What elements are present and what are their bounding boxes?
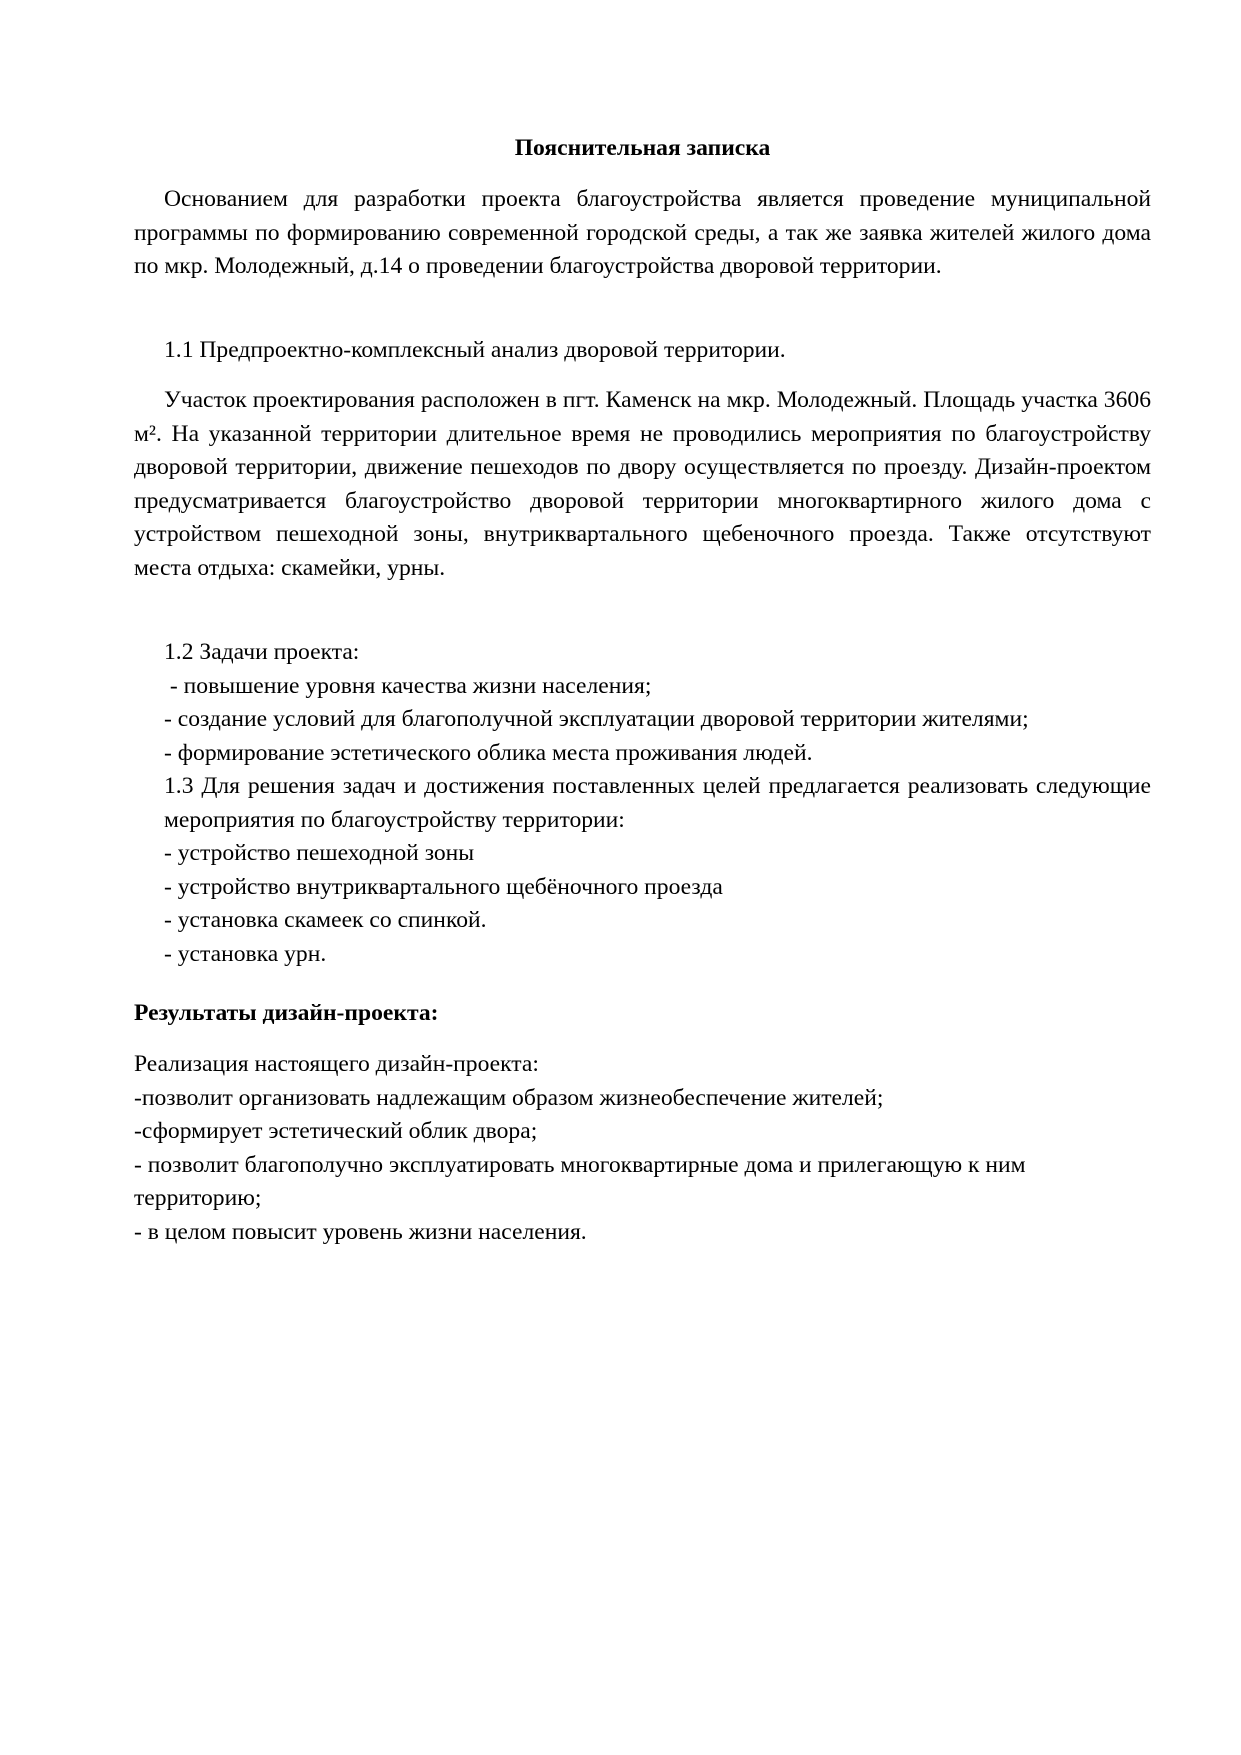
section-1-2 (134, 636, 1151, 971)
measure-item: - установка скамеек со спинкой. (164, 907, 487, 933)
task-item: - создание условий для благополучной эксплуатации дворовой территории жителями; (164, 706, 1029, 732)
result-item: - позволит благополучно эксплуатировать многоквартирные дома и прилегающую к ним территорию; (134, 1151, 1026, 1211)
measure-item: - устройство пешеходной зоны (164, 840, 475, 866)
results-list (134, 1048, 1151, 1249)
result-item: - в целом повысит уровень жизни населения. (134, 1218, 587, 1245)
result-item: -позволит организовать надлежащим образом жизнеобеспечение жителей; (134, 1084, 884, 1111)
measure-item: - устройство внутриквартального щебёночного проезда (164, 873, 723, 900)
result-item: -сформирует эстетический облик двора; (134, 1118, 538, 1144)
intro-paragraph: Основанием для разработки проекта благоустройства является проведение муниципальной программы по формированию современной городской среды, а так же заявка жителей жилого дома по мкр. Молодежный, д.14 о проведении благоустройства дворовой территории. (134, 186, 1151, 279)
results-heading: Результаты дизайн-проекта: (134, 1000, 439, 1026)
document-title: Пояснительная записка (514, 135, 771, 161)
task-item: - повышение уровня качества жизни населения; (164, 672, 652, 699)
task-item: - формирование эстетического облика места проживания людей. (164, 739, 813, 766)
results-intro: Реализация настоящего дизайн-проекта: (134, 1051, 539, 1077)
measure-item: - установка урн. (164, 940, 327, 967)
section-1-2-heading: 1.2 Задачи проекта: (164, 639, 360, 665)
site-description-paragraph: Участок проектирования расположен в пгт. Каменск на мкр. Молодежный. Площадь участка 3606 м². На указанной территории длительное время не проводились мероприятия по благоустройству дворовой территории, движение пешеходов по двору осуществляется по проезду. Дизайн-проектом предусматривается благоустройство дворовой территории многоквартирного жилого дома с устройством пешеходной зоны, внутриквартального щебеночного проезда. Также отсутствуют места отдыха: скамейки, урны. (134, 387, 1151, 581)
section-1-1-heading: 1.1 Предпроектно-комплексный анализ дворовой территории. (164, 337, 786, 363)
section-1-3-heading: 1.3 Для решения задач и достижения поставленных целей предлагается реализовать следующие мероприятия по благоустройству территории: (164, 773, 1151, 833)
